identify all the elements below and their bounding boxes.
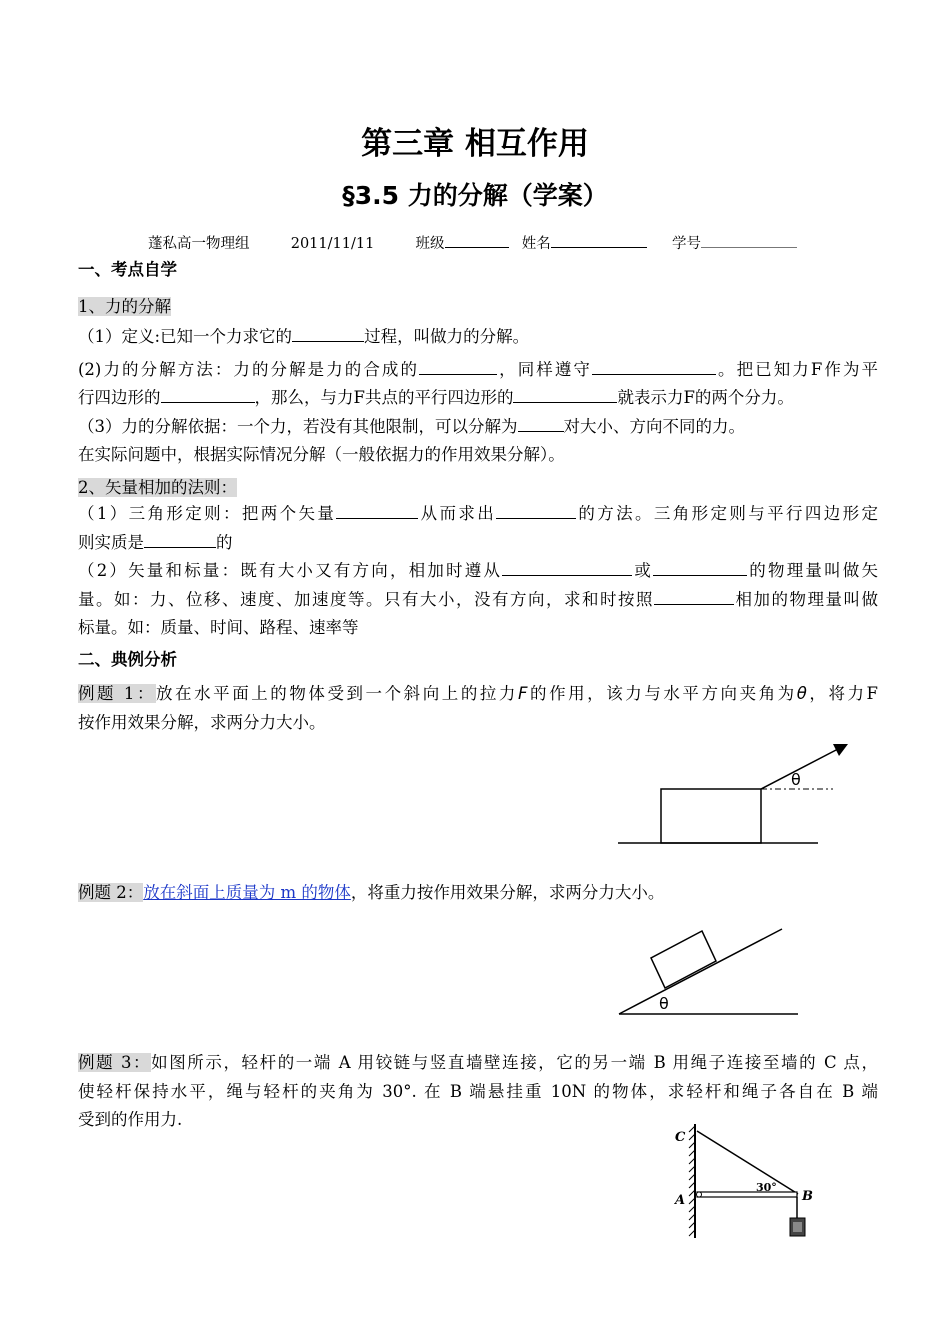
example3-line-1: 例题 3：如图所示，轻杆的一端 A 用铰链与竖直墙壁连接，它的另一端 B 用绳子连接至墙的 C 点， (78, 1053, 878, 1072)
date: 2011/11/11 (290, 236, 375, 252)
vector-line-3: 标量。如：质量、时间、路程、速率等 (78, 618, 359, 637)
label-a: A (675, 1193, 686, 1208)
weight-texture (793, 1222, 802, 1232)
chapter-title: 第三章 相互作用 (361, 126, 589, 162)
definition-line: （1）定义:已知一个力求它的 过程，叫做力的分解。 (78, 323, 878, 352)
example2-label: 例题 2： (78, 883, 144, 902)
name-label: 姓名 (521, 236, 551, 252)
method-line-1: (2)力的分解方法：力的分解是力的合成的 ，同样遵守 。把已知力F作为平 (78, 356, 878, 385)
part1-heading: 一、考点自学 (78, 260, 177, 279)
class-label: 班级 (415, 236, 445, 252)
example2-link[interactable]: 放在斜面上质量为 m 的物体 (143, 883, 351, 902)
label-c: C (675, 1130, 686, 1145)
example2-line: 例题 2：放在斜面上质量为 m 的物体，将重力按作用效果分解，求两分力大小。 (78, 883, 665, 902)
example1-line-2: 按作用效果分解，求两分力大小。 (78, 712, 326, 732)
id-label: 学号 (671, 236, 701, 252)
example1-line-1: 例题 1：放在水平面上的物体受到一个斜向上的拉力F的作用，该力与水平方向夹角为θ，将力F (78, 684, 878, 703)
incline-angle-label: θ (659, 994, 669, 1013)
sub1-heading: 1、力的分解 (78, 297, 171, 316)
label-b: B (802, 1189, 813, 1204)
note-line: 在实际问题中，根据实际情况分解（一般依据力的作用效果分解）。 (78, 445, 565, 464)
rope (697, 1131, 798, 1194)
method-line-2: 行四边形的 ，那么，与力F共点的平行四边形的 就表示力F的两个分力。 (78, 384, 878, 413)
vector-line-1: （2）矢量和标量：既有大小又有方向，相加时遵从 或 的物理量叫做矢 (78, 557, 878, 586)
triangle-line-2: 则实质是 的 (78, 529, 878, 558)
example3-line-2: 使轻杆保持水平，绳与轻杆的夹角为 30°. 在 B 端悬挂重 10N 的物体，求轻杆和绳子各自在 B 端 (78, 1081, 878, 1101)
example1-label: 例题 1： (78, 684, 156, 703)
sub2-heading: 2、矢量相加的法则： (78, 478, 237, 497)
light-rod (697, 1192, 797, 1197)
example3-label: 例题 3： (78, 1053, 152, 1072)
section-title: §3.5 力的分解（学案） (342, 181, 608, 210)
hinge-a (697, 1192, 702, 1197)
angle-label: θ (791, 770, 801, 789)
label-angle-30: 30° (756, 1181, 777, 1194)
basis-line: （3）力的分解依据：一个力，若没有其他限制，可以分解为 对大小、方向不同的力。 (78, 413, 878, 442)
triangle-line-1: （1）三角形定则：把两个矢量 从而求出 的方法。三角形定则与平行四边形定 (78, 500, 878, 529)
part2-heading: 二、典例分析 (78, 650, 177, 669)
example3-line-3: 受到的作用力. (78, 1110, 183, 1129)
group-name: 蓬私高一物理组 (148, 236, 250, 252)
vector-line-2: 量。如：力、位移、速度、加速度等。只有大小，没有方向，求和时按照 相加的物理量叫做 (78, 586, 878, 615)
